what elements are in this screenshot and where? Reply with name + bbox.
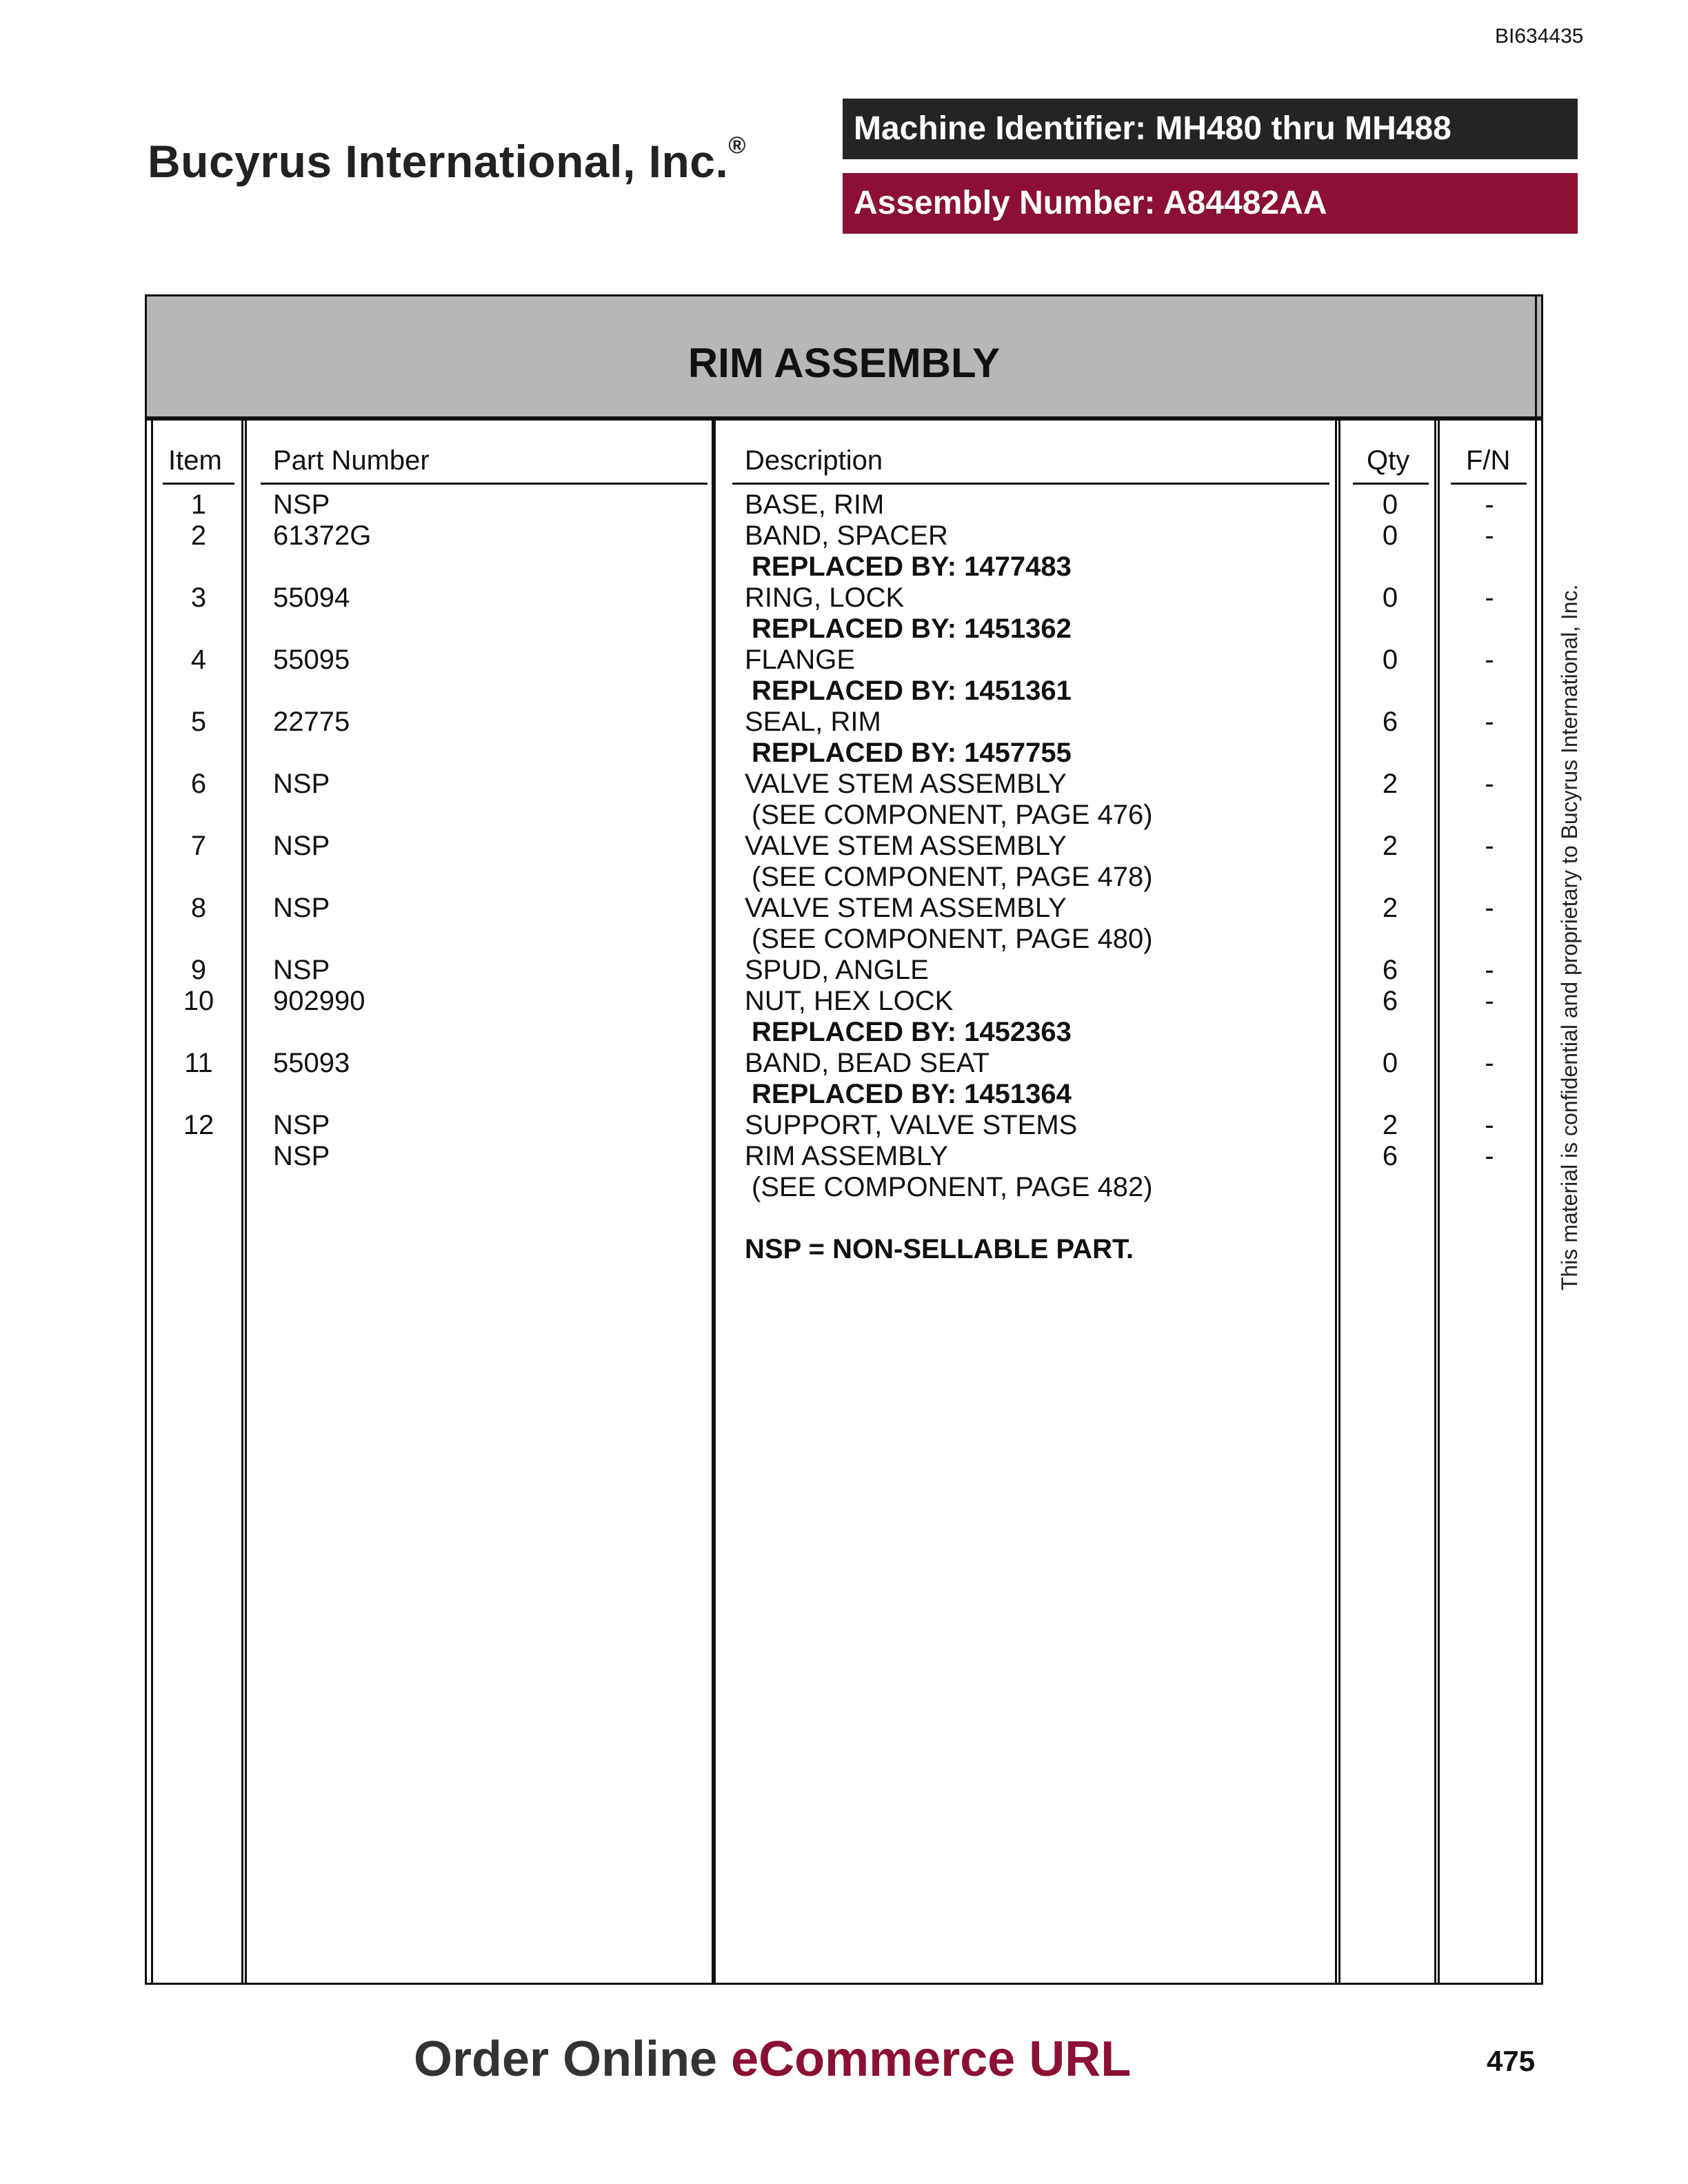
column-header-description: Description	[745, 445, 883, 476]
row-item: 11	[184, 1048, 213, 1078]
row-part-number: NSP	[273, 893, 330, 923]
row-component-ref: (SEE COMPONENT, PAGE 480)	[752, 924, 1153, 954]
header-rule-fn	[1451, 483, 1527, 485]
row-part-number: NSP	[273, 1110, 330, 1140]
row-part-number: NSP	[273, 831, 330, 861]
row-item: 8	[190, 893, 207, 923]
row-fn: -	[1485, 986, 1494, 1016]
row-part-number: 902990	[273, 986, 365, 1016]
header-rule-desc	[732, 483, 1329, 485]
row-part-number: 55093	[273, 1048, 350, 1078]
column-divider-item	[241, 419, 247, 1984]
assembly-number: Assembly Number: A84482AA	[843, 173, 1578, 234]
page-number: 475	[1487, 2045, 1536, 2077]
row-replaced-by: REPLACED BY: 1451361	[752, 676, 1072, 706]
column-header-item: Item	[168, 445, 222, 476]
footer-order-online[interactable]	[414, 2031, 1131, 2087]
row-item: 4	[190, 645, 207, 675]
row-fn: -	[1485, 1110, 1494, 1140]
confidentiality-note: This material is confidential and proprietary to Bucyrus International, Inc.	[1557, 584, 1582, 1291]
row-qty: 6	[1382, 707, 1398, 737]
row-description: FLANGE	[745, 645, 856, 675]
row-description: RIM ASSEMBLY	[745, 1141, 948, 1171]
row-replaced-by: REPLACED BY: 1451362	[752, 614, 1072, 644]
row-qty: 0	[1382, 645, 1398, 675]
machine-identifier: Machine Identifier: MH480 thru MH488	[843, 99, 1578, 159]
row-item: 10	[183, 986, 214, 1016]
header-rule-part	[261, 483, 707, 485]
row-description: VALVE STEM ASSEMBLY	[745, 893, 1067, 923]
row-fn: -	[1485, 520, 1494, 551]
row-fn: -	[1485, 583, 1494, 613]
row-qty: 6	[1382, 955, 1398, 985]
row-replaced-by: REPLACED BY: 1452363	[752, 1017, 1072, 1047]
row-qty: 2	[1382, 831, 1398, 861]
row-part-number: NSP	[273, 769, 330, 799]
row-fn: -	[1485, 489, 1494, 520]
row-replaced-by: REPLACED BY: 1477483	[752, 552, 1072, 582]
row-qty: 6	[1382, 1141, 1398, 1171]
registered-mark: ®	[728, 132, 746, 159]
row-qty: 6	[1382, 986, 1398, 1016]
header-rule-item	[163, 483, 234, 485]
row-component-ref: (SEE COMPONENT, PAGE 482)	[752, 1172, 1153, 1202]
row-item: 1	[190, 489, 207, 520]
row-description: VALVE STEM ASSEMBLY	[745, 769, 1067, 799]
column-divider-qty	[1434, 419, 1440, 1984]
row-fn: -	[1485, 1048, 1494, 1078]
row-item: 12	[183, 1110, 214, 1140]
row-qty: 0	[1382, 489, 1398, 520]
row-description: BAND, SPACER	[745, 520, 948, 551]
row-part-number: 55095	[273, 645, 350, 675]
row-fn: -	[1485, 893, 1494, 923]
company-name-text: Bucyrus International, Inc.	[148, 136, 729, 187]
row-description: SUPPORT, VALVE STEMS	[745, 1110, 1078, 1140]
footer-ecommerce-link[interactable]: eCommerce URL	[731, 2032, 1132, 2087]
row-fn: -	[1485, 707, 1494, 737]
row-component-ref: (SEE COMPONENT, PAGE 478)	[752, 862, 1153, 892]
row-part-number: NSP	[273, 489, 330, 520]
header-rule-qty	[1353, 483, 1429, 485]
row-part-number: NSP	[273, 1141, 330, 1171]
row-fn: -	[1485, 831, 1494, 861]
row-item: 2	[190, 520, 207, 551]
footer-order-text: Order Online	[414, 2032, 732, 2087]
row-item: 3	[190, 583, 207, 613]
row-description: SPUD, ANGLE	[745, 955, 929, 985]
row-part-number: 55094	[273, 583, 350, 613]
column-header-fn: F/N	[1466, 445, 1511, 476]
column-divider-desc	[1335, 419, 1340, 1984]
row-replaced-by: REPLACED BY: 1451364	[752, 1079, 1072, 1109]
row-replaced-by: REPLACED BY: 1457755	[752, 738, 1072, 768]
document-id: BI634435	[1495, 25, 1584, 48]
row-part-number: 22775	[273, 707, 350, 737]
row-component-ref: (SEE COMPONENT, PAGE 476)	[752, 800, 1153, 830]
row-item: 7	[190, 831, 207, 861]
column-header-part-number: Part Number	[273, 445, 430, 476]
row-description: BASE, RIM	[745, 489, 885, 520]
column-header-qty: Qty	[1367, 445, 1410, 476]
row-fn: -	[1485, 955, 1494, 985]
row-qty: 0	[1382, 1048, 1398, 1078]
row-description: NUT, HEX LOCK	[745, 986, 954, 1016]
row-description: BAND, BEAD SEAT	[745, 1048, 989, 1078]
row-fn: -	[1485, 1141, 1494, 1171]
row-qty: 2	[1382, 893, 1398, 923]
page-title: RIM ASSEMBLY	[687, 340, 1001, 386]
row-item: 6	[190, 769, 207, 799]
row-item: 5	[190, 707, 207, 737]
column-divider-part	[712, 419, 716, 1984]
row-qty: 0	[1382, 520, 1398, 551]
title-band	[147, 296, 1541, 421]
company-name	[148, 132, 746, 188]
row-part-number: NSP	[273, 955, 330, 985]
row-fn: -	[1485, 645, 1494, 675]
row-qty: 0	[1382, 583, 1398, 613]
nsp-legend: NSP = NON-SELLABLE PART.	[745, 1234, 1134, 1264]
row-item: 9	[190, 955, 207, 985]
row-qty: 2	[1382, 1110, 1398, 1140]
row-description: RING, LOCK	[745, 583, 905, 613]
row-qty: 2	[1382, 769, 1398, 799]
row-fn: -	[1485, 769, 1494, 799]
row-description: SEAL, RIM	[745, 707, 881, 737]
row-part-number: 61372G	[273, 520, 372, 551]
row-description: VALVE STEM ASSEMBLY	[745, 831, 1067, 861]
